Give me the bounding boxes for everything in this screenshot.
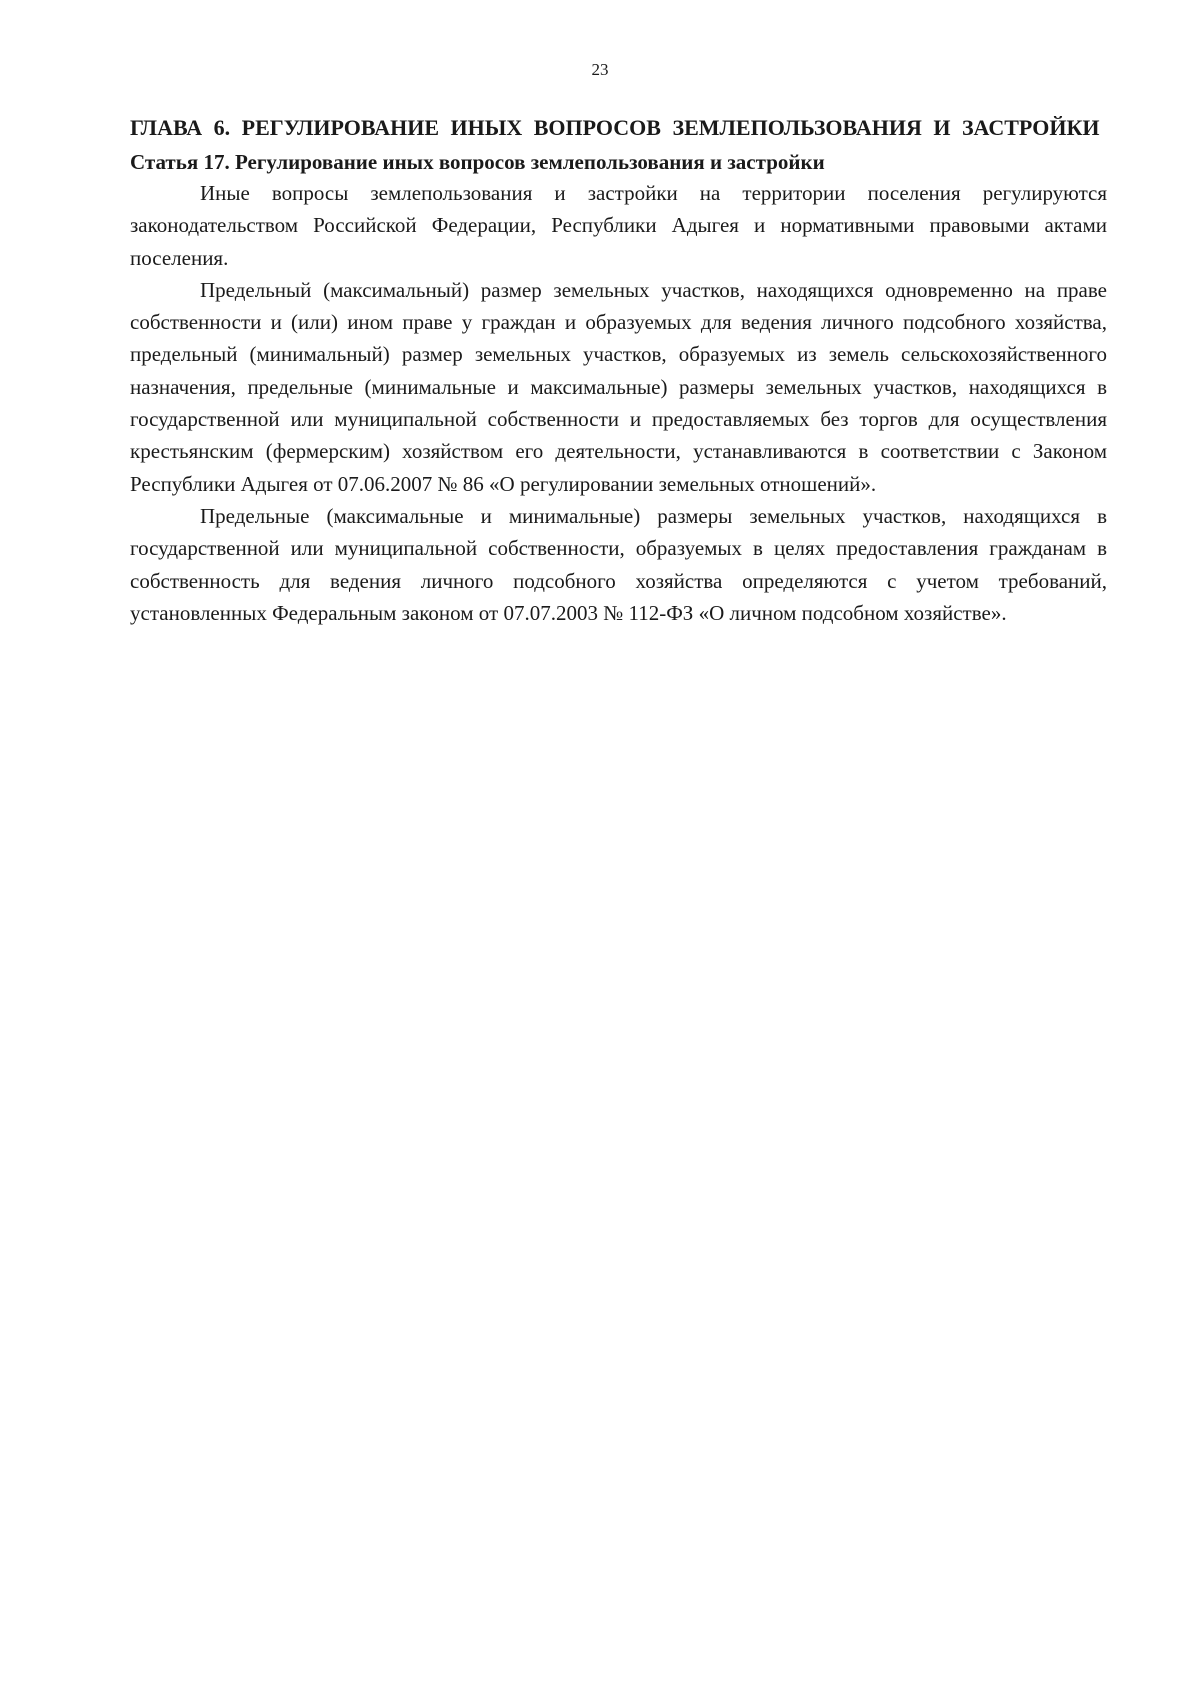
paragraph: Предельный (максимальный) размер земельных участков, находящихся одновременно на праве собственности и (или) ином праве у граждан и образуемых для ведения личного подсобного хозяйства, предельный (минимальный) размер земельных участков, образуемых из земель сельскохозяйственного назначения, предельные (минимальные и максимальные) размеры земельных участков, находящихся в государственной или муниципальной собственности и предоставляемых без торгов для осуществления крестьянским (фермерским) хозяйством его деятельности, устанавливаются в соответствии с Законом Республики Адыгея от 07.06.2007 № 86 «О регулировании земельных отношений». — [130, 277, 1107, 496]
page-number: 23 — [591, 60, 609, 79]
paragraph: Предельные (максимальные и минимальные) размеры земельных участков, находящихся в государственной или муниципальной собственности, образуемых в целях предоставления гражданам в собственность для ведения личного подсобного хозяйства определяются с учетом требований, установленных Федеральным законом от 07.07.2003 № 112-ФЗ «О личном подсобном хозяйстве». — [130, 503, 1107, 625]
document-body — [130, 112, 1107, 629]
article-title: Статья 17. Регулирование иных вопросов землепользования и застройки — [130, 150, 825, 174]
chapter-title: ГЛАВА 6. РЕГУЛИРОВАНИЕ ИНЫХ ВОПРОСОВ ЗЕМЛЕПОЛЬЗОВАНИЯ И ЗАСТРОЙКИ — [130, 115, 1100, 140]
paragraph: Иные вопросы землепользования и застройки на территории поселения регулируются законодательством Российской Федерации, Республики Адыгея и нормативными правовыми актами поселения. — [130, 181, 1107, 270]
